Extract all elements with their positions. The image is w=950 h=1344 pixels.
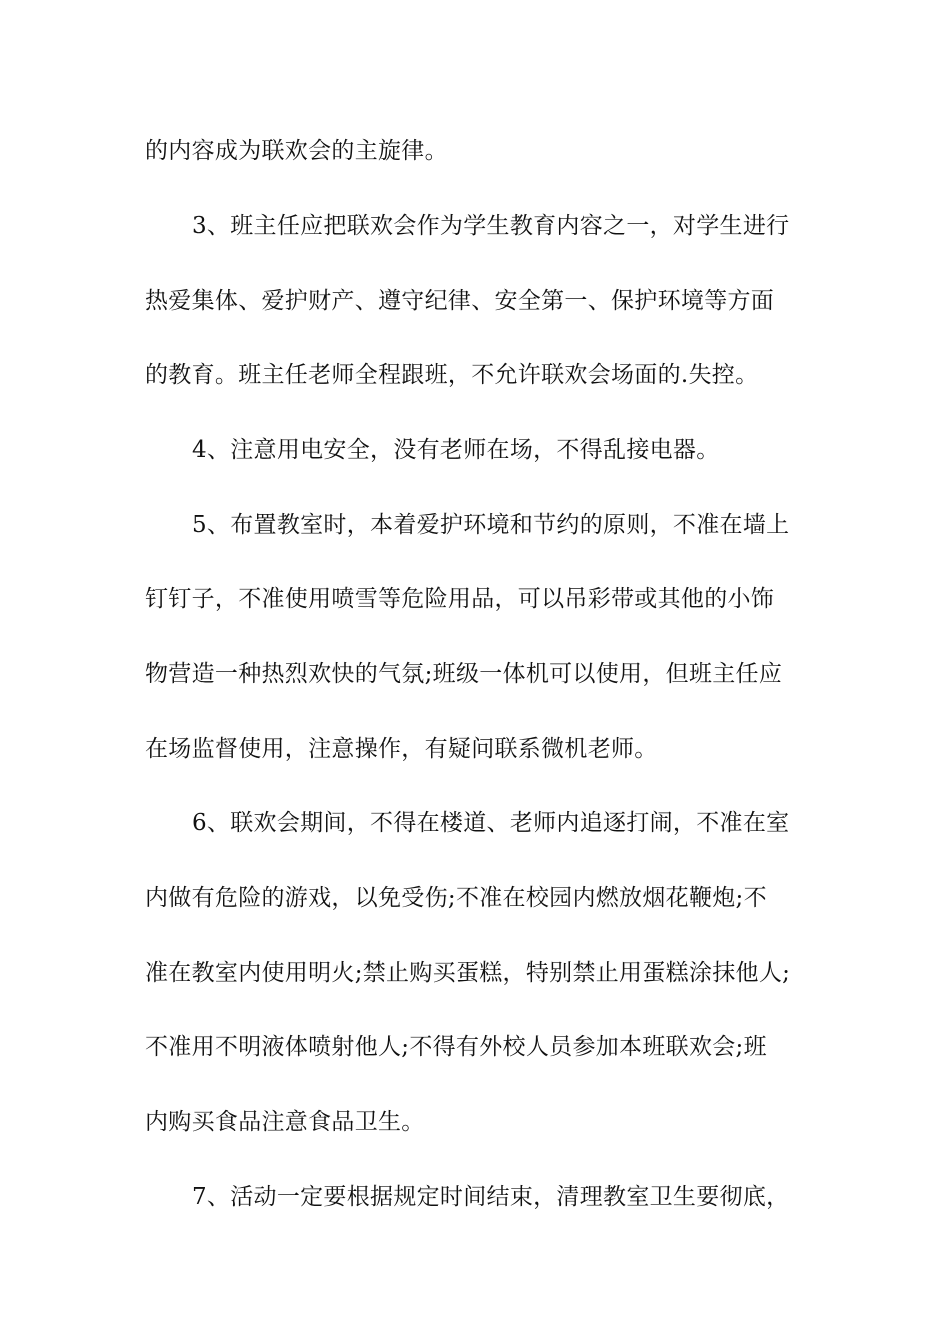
text-line-8: 物营造一种热烈欢快的气氛;班级一体机可以使用，但班主任应 xyxy=(145,661,783,687)
text-line-1: 的内容成为联欢会的主旋律。 xyxy=(145,138,448,164)
text-line-12: 准在教室内使用明火;禁止购买蛋糕，特别禁止用蛋糕涂抹他人; xyxy=(145,960,791,986)
text-line-10: 6、联欢会期间，不得在楼道、老师内追逐打闹，不准在室 xyxy=(192,810,790,836)
text-line-9: 在场监督使用，注意操作，有疑问联系微机老师。 xyxy=(145,736,658,762)
text-line-15: 7、活动一定要根据规定时间结束，清理教室卫生要彻底， xyxy=(192,1184,790,1210)
text-line-11: 内做有危险的游戏，以免受伤;不准在校园内燃放烟花鞭炮;不 xyxy=(145,885,767,911)
text-line-6: 5、布置教室时，本着爱护环境和节约的原则，不准在墙上 xyxy=(192,512,790,538)
text-line-7: 钉钉子，不准使用喷雪等危险用品，可以吊彩带或其他的小饰 xyxy=(145,586,775,612)
text-line-14: 内购买食品注意食品卫生。 xyxy=(145,1109,425,1135)
text-line-2: 3、班主任应把联欢会作为学生教育内容之一，对学生进行 xyxy=(192,213,790,239)
text-line-3: 热爱集体、爱护财产、遵守纪律、安全第一、保护环境等方面 xyxy=(145,288,775,314)
text-line-5: 4、注意用电安全，没有老师在场，不得乱接电器。 xyxy=(192,437,720,463)
text-line-13: 不准用不明液体喷射他人;不得有外校人员参加本班联欢会;班 xyxy=(145,1034,767,1060)
text-line-4: 的教育。班主任老师全程跟班，不允许联欢会场面的.失控。 xyxy=(145,362,759,388)
